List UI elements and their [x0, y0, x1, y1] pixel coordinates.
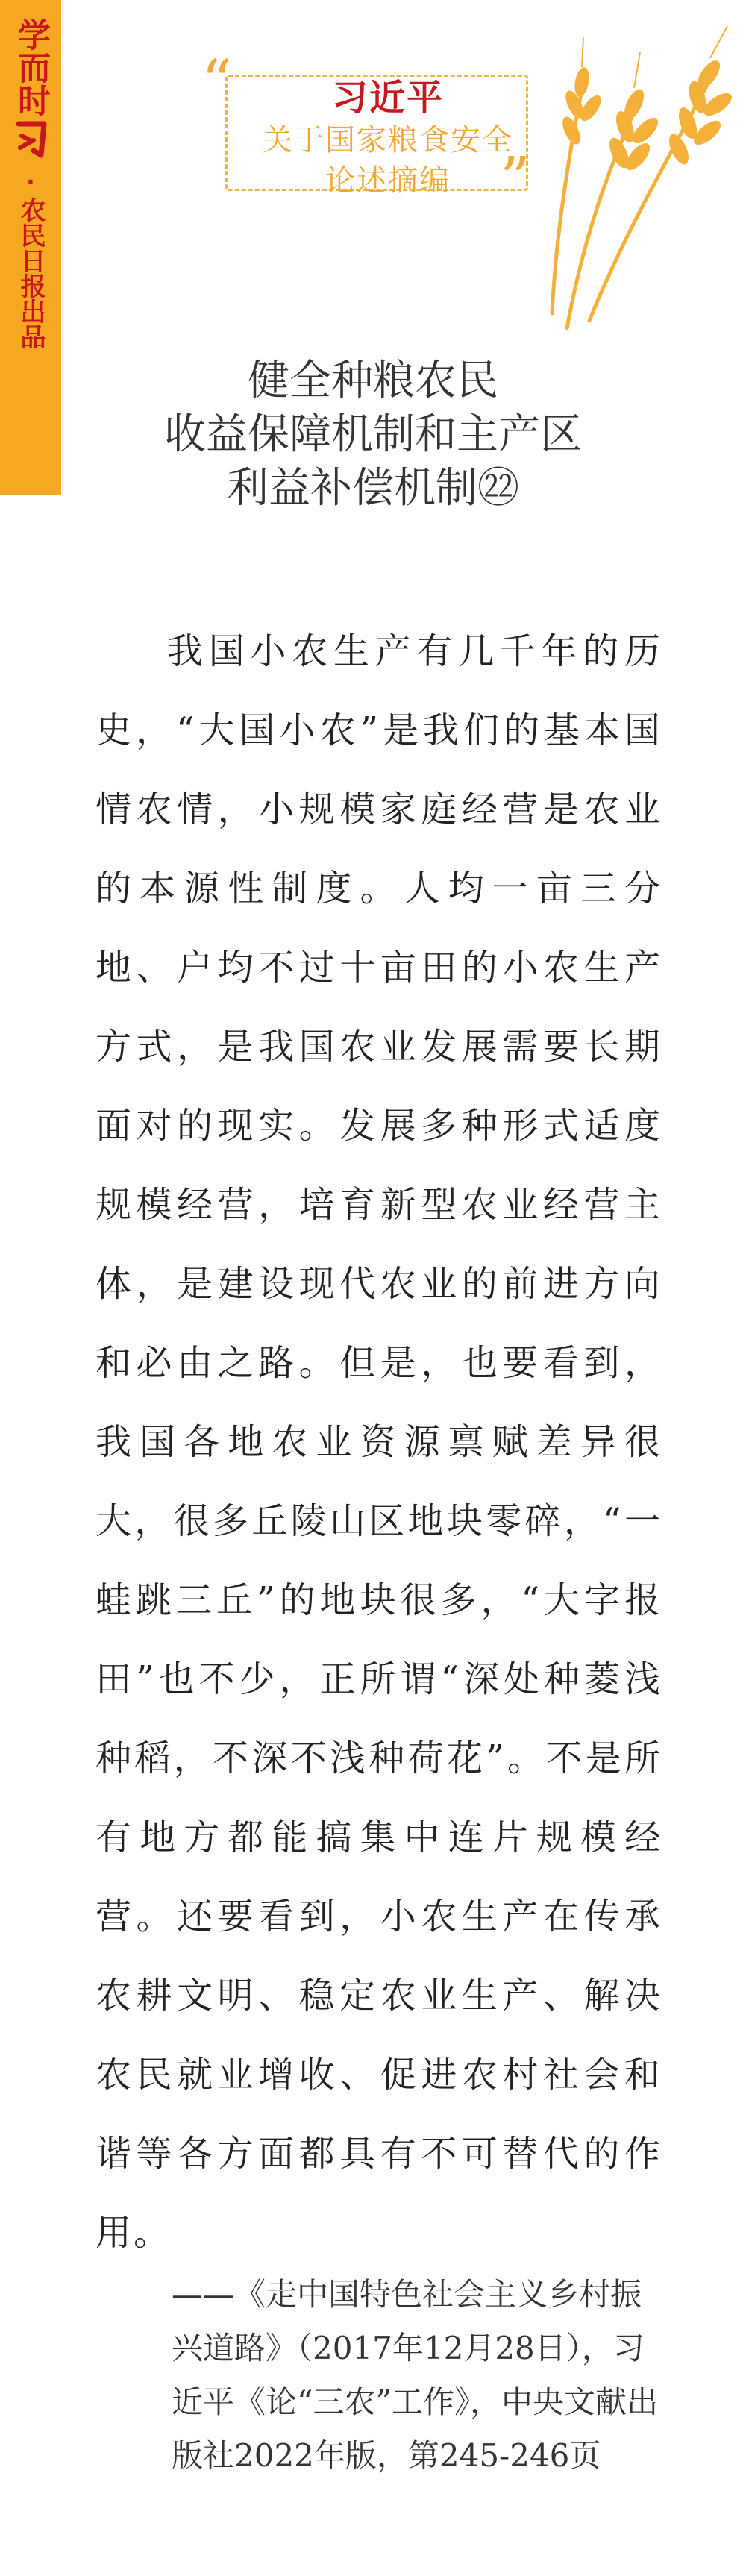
header-subtitle-line1: 关于国家粮食安全	[263, 123, 513, 157]
side-banner	[0, 0, 61, 495]
subject-title	[75, 354, 671, 515]
header-title: 习近平	[331, 77, 444, 119]
header-subtitle-line2: 论述摘编	[325, 163, 451, 198]
side-banner-publisher: 农民日报出品	[16, 197, 46, 349]
open-quote-icon: “	[201, 47, 232, 116]
body-paragraph: 我国小农生产有几千年的历史，“大国小农”是我们的基本国情农情，小规模家庭经营是农业的本源性制度。人均一亩三分地、户均不过十亩田的小农生产方式，是我国农业发展需要长期面对的现实。发展多种形式适度规模经营，培育新型农业经营主体，是建设现代农业的前进方向和必由之路。但是，也要看到，我国各地农业资源禀赋差异很大，很多丘陵山区地块零碎，“一蛙跳三丘”的地块很多，“大字报田”也不少，正所谓“深处种菱浅种稻，不深不浅种荷花”。不是所有地方都能搞集中连片规模经营。还要看到，小农生产在传承农耕文明、稳定农业生产、解决农民就业增收、促进农村社会和谐等各方面都具有不可替代的作用。	[95, 630, 662, 2254]
side-banner-title: 学而时	[12, 18, 50, 116]
header-block	[179, 47, 537, 213]
side-banner-dot: ·	[26, 169, 35, 195]
side-banner-text	[6, 18, 55, 349]
xi-glyph-icon	[11, 118, 50, 164]
subject-line3: 利益补偿机制㉒	[227, 464, 519, 513]
subject-line1: 健全种粮农民	[248, 357, 498, 405]
wheat-icon	[522, 0, 746, 343]
close-quote-icon: ”	[500, 144, 530, 213]
source-citation: ——《走中国特色社会主义乡村振兴道路》（2017年12月28日），习近平《论“三农”工作》，中央文献出版社2022年版，第245-246页	[172, 2276, 658, 2474]
subject-line2: 收益保障机制和主产区	[164, 410, 582, 459]
